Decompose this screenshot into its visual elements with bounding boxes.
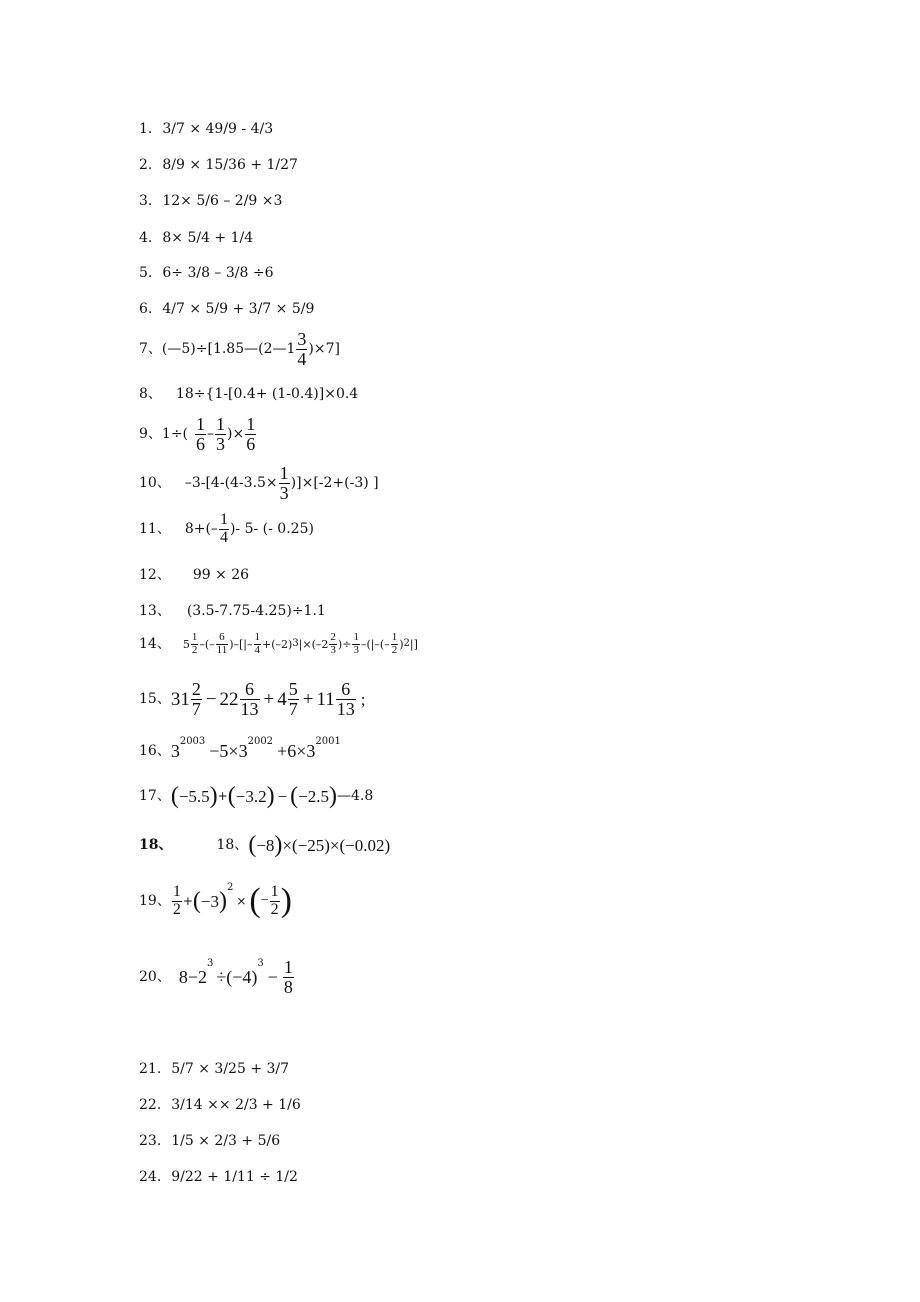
numerator: 1 [283,957,293,977]
problem-label: 6. [139,301,153,317]
problem-12 [139,568,249,582]
problem-3 [139,194,282,208]
problem-10 [139,464,379,503]
fraction [245,415,256,454]
expr-part: |×(–2 [298,637,329,651]
expr-part: +(–2) [262,637,293,651]
right-paren: ) [280,882,292,920]
operator: + [302,688,314,710]
expr-part: −5.5 [178,786,210,806]
problem-label: 22. [139,1097,162,1113]
problem-expression: 18÷{1-[0.4+ (1-0.4)]×0.4 [175,386,359,402]
left-paren: ( [290,783,299,809]
denominator: 2 [191,643,198,656]
fraction [172,884,182,919]
problem-11 [139,512,314,547]
numerator: 3 [297,329,307,349]
expr-part: −2.5 [298,786,330,806]
numerator: 6 [219,631,225,643]
expr-part: )×7] [308,341,340,358]
problem-9 [139,415,257,454]
problem-label: 18、 [139,837,173,853]
problem-23 [139,1134,280,1148]
fraction [195,415,206,454]
expr-part: 8−2 [178,967,207,988]
expr-part: 8+(– [184,521,218,538]
denominator: 11 [216,643,228,656]
numerator: 1 [353,631,359,643]
problem-label: 11、 [139,521,171,538]
problem-label: 16、 [139,743,171,759]
denominator: 2 [391,643,398,656]
fraction [216,632,229,656]
problem-24 [139,1170,298,1184]
problem-label: 4. [139,230,153,246]
expr-part: )× [227,426,245,443]
problem-label: 3. [139,193,153,209]
whole-number: 11 [316,688,335,710]
problem-16: 16、 3 2003 −5×3 2002 +6×3 2001 [139,736,341,761]
expr-part: −5×3 [209,741,248,761]
expr-part: (—5)÷[1.85—(2—1 [161,341,296,358]
problem-label: 5. [139,265,153,281]
denominator: 3 [353,643,359,656]
expr-part: −3 [200,891,219,911]
fraction [283,958,294,997]
numerator: 6 [341,679,351,699]
fraction [391,632,399,656]
denominator: 6 [246,433,256,454]
operator: × [236,894,247,909]
numerator: 1 [391,631,398,643]
expr-part: —4.8 [337,788,374,804]
problem-label: 15、 [139,691,171,708]
problem-15 [139,680,366,719]
expr-part: 1÷( [161,426,189,443]
base: 3 [170,741,180,761]
operator: − [277,786,288,806]
fraction [240,680,260,719]
expr-part: –3-[4-(4-3.5× [184,475,278,492]
fraction [352,632,360,656]
problem-7 [139,330,340,369]
expr-part: –(– [199,637,215,651]
right-paren: ) [218,888,227,915]
problem-expression: 3/14 ×× 2/3 + 1/6 [171,1097,301,1113]
denominator: 2 [270,900,279,918]
expr-part: )- 5- (- 0.25) [229,521,314,538]
problem-expression: 12× 5/6 – 2/9 ×3 [162,193,283,209]
numerator: 1 [196,414,206,434]
denominator: 13 [240,698,259,719]
operator: − [205,688,217,710]
numerator: 1 [270,883,279,900]
operator: − [267,967,278,988]
problem-expression: 5/7 × 3/25 + 3/7 [171,1061,290,1077]
problem-label: 23. [139,1133,162,1149]
problem-label: 13、 [139,603,171,619]
operator: + [182,894,193,909]
expr-part: )]×[-2+(-3) ] [290,475,379,492]
left-paren: ( [227,783,236,809]
inner-label: 18、 [216,837,249,853]
problem-expression: 6÷ 3/8 – 3/8 ÷6 [162,265,274,281]
fraction [191,632,199,656]
expr-part: ) [399,637,404,651]
problem-expression: 8× 5/4 + 1/4 [162,230,254,246]
expr-part: –(|–(– [360,637,390,651]
right-paren: ) [274,832,283,858]
operator: + [263,688,275,710]
numerator: 2 [330,631,336,643]
problem-label: 7、 [139,341,162,358]
right-paren: ) [266,783,275,809]
denominator: 2 [172,900,181,918]
expr-part: 5 [182,637,190,651]
problem-14: 14、 5 $\frac{1}{2}$ –(– $\frac{6}{11}$ )–[|– $\frac{1}{4}$ +(–2) 3 |×(–2 $\frac{2}{3}$ )÷ $\frac{1}{3}$ –(|–(– $\frac{1}{2}$ ) 2 |] [139,631,418,656]
denominator: 7 [191,698,201,719]
problem-5 [139,266,274,280]
problem-label: 2. [139,157,153,173]
fraction [219,512,229,547]
left-paren: ( [248,832,257,858]
problem-label: 21. [139,1061,162,1077]
problem-label: 20、 [139,969,171,986]
problem-label: 8、 [139,386,162,402]
right-paren: ) [329,783,338,809]
expr-part: +6×3 [277,741,316,761]
numerator: 1 [246,414,256,434]
fraction [215,415,226,454]
fraction [191,680,202,719]
operator: – [207,426,215,443]
numerator: 6 [245,679,255,699]
problem-label: 19、 [139,893,171,910]
numerator: 5 [288,679,298,699]
problem-17 [139,784,373,808]
denominator: 3 [279,482,289,503]
denominator: 4 [297,348,307,369]
numerator: 1 [254,631,261,643]
problem-expression: 3/7 × 49/9 - 4/3 [162,121,274,137]
problem-label: 1. [139,121,153,137]
punctuation: ; [360,689,366,709]
numerator: 1 [191,631,198,643]
problem-expression: (3.5-7.75-4.25)÷1.1 [186,603,326,619]
denominator: 6 [196,433,206,454]
problem-label: 9、 [139,426,162,443]
numerator: 1 [219,511,228,528]
problem-1 [139,122,273,136]
problem-21 [139,1062,289,1076]
operator: − [260,893,269,909]
problem-2 [139,158,298,172]
fraction [288,680,299,719]
problem-6 [139,302,314,316]
fraction [270,884,280,919]
problem-label: 17、 [139,788,171,804]
problem-label: 10、 [139,475,171,492]
problem-expression: 9/22 + 1/11 ÷ 1/2 [171,1169,298,1185]
whole-number: 22 [219,688,239,710]
problem-label: 14、 [139,636,171,653]
expr-part: )–[|– [229,637,253,651]
denominator: 7 [288,698,298,719]
numerator: 1 [216,414,226,434]
fraction [279,464,290,503]
operator: + [217,789,228,803]
problem-expression: 8/9 × 15/36 + 1/27 [162,157,298,173]
fraction [254,632,262,656]
fraction [296,330,307,369]
right-paren: ) [209,783,218,809]
left-paren: ( [249,882,261,920]
denominator: 8 [283,976,293,997]
expr-part: |] [409,637,418,651]
left-paren: ( [170,783,179,809]
problem-expression: 1/5 × 2/3 + 5/6 [171,1133,281,1149]
problem-label: 12、 [139,567,171,583]
problem-20: 20、 8−2 3 ÷(−4) 3 − $\frac{1}{8}$ [139,957,293,997]
problem-expression: 4/7 × 5/9 + 3/7 × 5/9 [162,301,315,317]
denominator: 3 [216,433,226,454]
expr-part: ÷(−4) [216,967,258,988]
problem-4 [139,231,253,245]
expr-part: ×(−25)×(−0.02) [282,835,391,855]
whole-number: 31 [170,688,190,710]
denominator: 4 [254,643,261,656]
problem-19: 19、 $\frac{1}{2}$ + ( −3 ) 2 × ( − $\frac{1}{2}$ ) [139,882,292,920]
expr-part: )÷ [337,637,352,651]
fraction [329,632,337,656]
problem-8 [139,387,358,401]
denominator: 4 [219,528,228,546]
expr-part: −3.2 [235,786,267,806]
problem-13 [139,604,326,618]
problem-18 [139,833,390,857]
numerator: 1 [172,883,181,900]
fraction [336,680,356,719]
denominator: 13 [336,698,355,719]
expr-part: −8 [256,835,275,855]
whole-number: 4 [277,688,287,710]
problem-expression: 99 × 26 [192,567,250,583]
denominator: 3 [330,643,336,656]
problem-22 [139,1098,301,1112]
numerator: 2 [191,679,201,699]
numerator: 1 [279,463,289,483]
problem-label: 24. [139,1169,162,1185]
left-paren: ( [192,888,201,915]
